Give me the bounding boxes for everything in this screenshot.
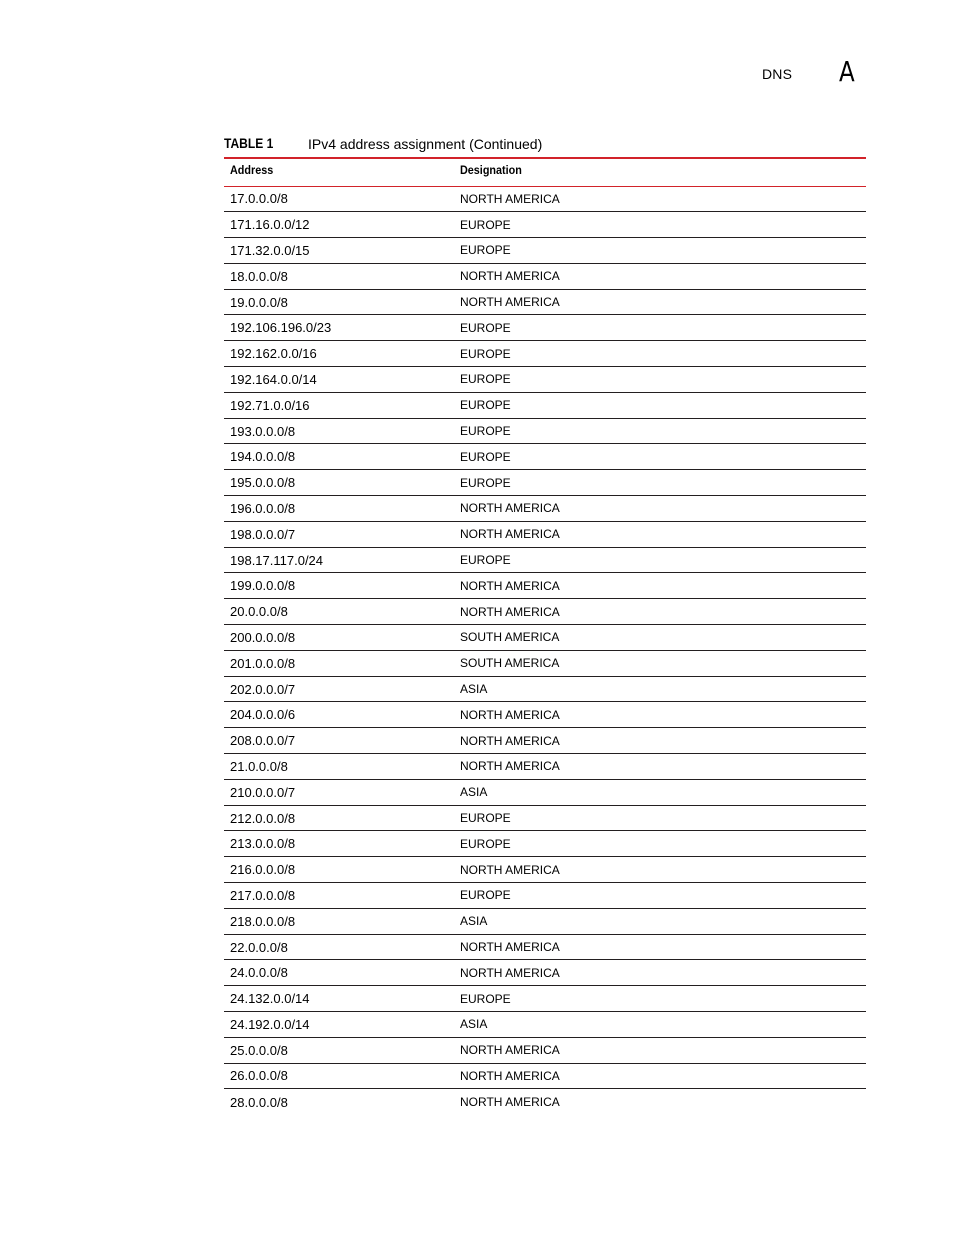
designation-cell: NORTH AMERICA: [454, 573, 866, 599]
designation-cell: NORTH AMERICA: [454, 702, 866, 728]
address-cell: 26.0.0.0/8: [224, 1063, 454, 1089]
table-row: [224, 186, 866, 212]
table-title: IPv4 address assignment (Continued): [308, 136, 543, 152]
address-cell: 202.0.0.0/7: [224, 676, 454, 702]
address-cell: 18.0.0.0/8: [224, 263, 454, 289]
table-row: [224, 444, 866, 470]
address-cell: 199.0.0.0/8: [224, 573, 454, 599]
column-header-designation: Designation: [454, 158, 866, 186]
page-header: [0, 55, 954, 88]
table-row: [224, 650, 866, 676]
table-row: [224, 289, 866, 315]
table-row: [224, 934, 866, 960]
section-name: DNS: [762, 66, 793, 82]
designation-cell: NORTH AMERICA: [454, 289, 866, 315]
address-cell: 171.16.0.0/12: [224, 212, 454, 238]
table-body: [224, 186, 866, 1115]
address-cell: 24.192.0.0/14: [224, 1012, 454, 1038]
address-cell: 198.17.117.0/24: [224, 547, 454, 573]
designation-cell: EUROPE: [454, 212, 866, 238]
table-row: [224, 521, 866, 547]
address-cell: 200.0.0.0/8: [224, 625, 454, 651]
table-row: [224, 1063, 866, 1089]
designation-cell: NORTH AMERICA: [454, 1037, 866, 1063]
designation-cell: NORTH AMERICA: [454, 754, 866, 780]
designation-cell: EUROPE: [454, 367, 866, 393]
designation-cell: EUROPE: [454, 805, 866, 831]
address-cell: 28.0.0.0/8: [230, 1094, 288, 1110]
designation-cell: NORTH AMERICA: [454, 263, 866, 289]
table-row: [224, 831, 866, 857]
address-cell: 19.0.0.0/8: [224, 289, 454, 315]
address-cell: 25.0.0.0/8: [224, 1037, 454, 1063]
table-row: [224, 625, 866, 651]
address-cell: 21.0.0.0/8: [224, 754, 454, 780]
table-row: [224, 418, 866, 444]
table-row: [224, 470, 866, 496]
address-cell: 24.132.0.0/14: [224, 986, 454, 1012]
address-cell: 24.0.0.0/8: [224, 960, 454, 986]
table-row: [224, 805, 866, 831]
designation-cell: NORTH AMERICA: [454, 496, 866, 522]
table-row: [224, 728, 866, 754]
address-cell: 22.0.0.0/8: [224, 934, 454, 960]
address-cell: 210.0.0.0/7: [224, 779, 454, 805]
table-row: [224, 599, 866, 625]
address-cell: 195.0.0.0/8: [224, 470, 454, 496]
table-row: [224, 263, 866, 289]
designation-cell: NORTH AMERICA: [454, 599, 866, 625]
table-row: [224, 392, 866, 418]
table-row: [224, 1089, 866, 1115]
designation-cell: EUROPE: [454, 238, 866, 264]
designation-cell: EUROPE: [454, 392, 866, 418]
designation-cell: NORTH AMERICA: [454, 728, 866, 754]
designation-cell: NORTH AMERICA: [454, 960, 866, 986]
table-row: [224, 238, 866, 264]
table-row: [224, 212, 866, 238]
table-row: [224, 702, 866, 728]
table-row: [224, 883, 866, 909]
address-cell: 217.0.0.0/8: [224, 883, 454, 909]
designation-cell: ASIA: [454, 908, 866, 934]
address-cell: 192.71.0.0/16: [224, 392, 454, 418]
designation-cell: EUROPE: [454, 418, 866, 444]
address-cell: 171.32.0.0/15: [224, 238, 454, 264]
table-label: TABLE 1: [224, 135, 274, 151]
table-row: [224, 779, 866, 805]
designation-cell: NORTH AMERICA: [454, 1063, 866, 1089]
designation-cell: ASIA: [454, 1012, 866, 1038]
address-cell: 208.0.0.0/7: [224, 728, 454, 754]
address-cell: 198.0.0.0/7: [224, 521, 454, 547]
table-row: [224, 676, 866, 702]
designation-cell: NORTH AMERICA: [454, 934, 866, 960]
address-cell: 204.0.0.0/6: [224, 702, 454, 728]
address-cell: 192.164.0.0/14: [224, 367, 454, 393]
designation-cell: SOUTH AMERICA: [454, 625, 866, 651]
table-row: [224, 754, 866, 780]
address-cell: 193.0.0.0/8: [224, 418, 454, 444]
address-cell: 216.0.0.0/8: [224, 857, 454, 883]
column-header-address: Address: [224, 158, 454, 186]
designation-cell: EUROPE: [454, 444, 866, 470]
table-row: [224, 315, 866, 341]
table-row: [224, 908, 866, 934]
address-cell: 196.0.0.0/8: [224, 496, 454, 522]
address-cell: 17.0.0.0/8: [224, 186, 454, 212]
designation-cell: NORTH AMERICA: [454, 857, 866, 883]
appendix-letter: A: [839, 55, 855, 88]
designation-cell: ASIA: [454, 779, 866, 805]
designation-cell: NORTH AMERICA: [454, 521, 866, 547]
table-row: [224, 1012, 866, 1038]
address-cell: 218.0.0.0/8: [224, 908, 454, 934]
address-cell: 192.162.0.0/16: [224, 341, 454, 367]
table-caption: [224, 135, 866, 155]
table-row: [224, 367, 866, 393]
address-cell: 20.0.0.0/8: [224, 599, 454, 625]
table-row: [224, 547, 866, 573]
ipv4-address-table: [224, 157, 866, 1115]
designation-cell: EUROPE: [454, 315, 866, 341]
designation-cell: SOUTH AMERICA: [454, 650, 866, 676]
table-row: [224, 496, 866, 522]
designation-cell: EUROPE: [454, 470, 866, 496]
designation-cell: EUROPE: [454, 341, 866, 367]
table-row: [224, 986, 866, 1012]
address-cell: 194.0.0.0/8: [224, 444, 454, 470]
designation-cell: NORTH AMERICA: [454, 186, 866, 212]
table-row: [224, 1037, 866, 1063]
address-cell: 213.0.0.0/8: [224, 831, 454, 857]
table-row: [224, 341, 866, 367]
address-cell: 192.106.196.0/23: [224, 315, 454, 341]
table-row: [224, 960, 866, 986]
table-row: [224, 573, 866, 599]
address-cell: 212.0.0.0/8: [224, 805, 454, 831]
designation-cell: ASIA: [454, 676, 866, 702]
table-row: [224, 857, 866, 883]
designation-cell: EUROPE: [454, 547, 866, 573]
designation-cell: NORTH AMERICA: [460, 1095, 560, 1110]
designation-cell: EUROPE: [454, 831, 866, 857]
address-cell: 201.0.0.0/8: [224, 650, 454, 676]
designation-cell: EUROPE: [454, 883, 866, 909]
designation-cell: EUROPE: [454, 986, 866, 1012]
table-header-row: [224, 158, 866, 186]
